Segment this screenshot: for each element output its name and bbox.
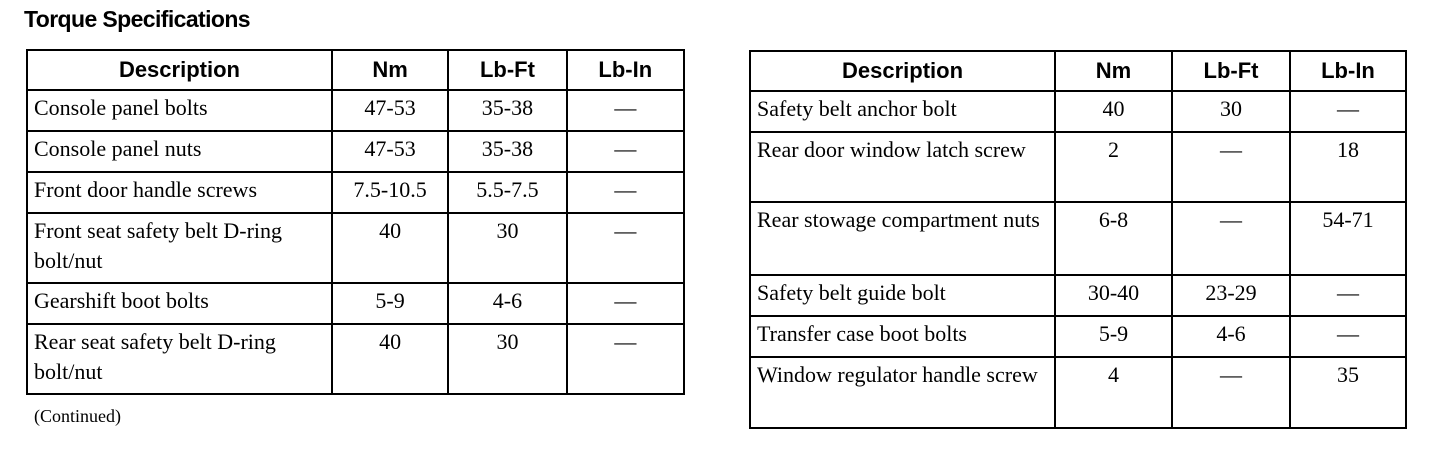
lb-ft-cell: 30	[448, 324, 566, 394]
lb-ft-cell: 4-6	[1172, 316, 1290, 357]
description-cell: Rear door window latch screw	[750, 132, 1055, 202]
column-header-description: Description	[750, 51, 1055, 91]
nm-cell: 6-8	[1055, 202, 1172, 275]
table-row	[27, 283, 684, 324]
table-row	[27, 213, 684, 283]
nm-cell: 5-9	[1055, 316, 1172, 357]
header-row	[750, 51, 1406, 91]
nm-cell: 30-40	[1055, 275, 1172, 316]
lb-in-cell: —	[1290, 275, 1406, 316]
description-cell: Rear seat safety belt D-ring bolt/nut	[27, 324, 332, 394]
lb-ft-cell: 4-6	[448, 283, 566, 324]
lb-ft-cell: —	[1172, 132, 1290, 202]
page-title: Torque Specifications	[24, 6, 250, 32]
table-row	[750, 202, 1406, 275]
torque-table-left	[26, 49, 685, 395]
description-cell: Console panel bolts	[27, 90, 332, 131]
description-cell: Window regulator handle screw	[750, 357, 1055, 428]
table-row	[750, 132, 1406, 202]
nm-cell: 40	[332, 213, 448, 283]
lb-in-cell: 35	[1290, 357, 1406, 428]
nm-cell: 7.5-10.5	[332, 172, 448, 213]
lb-ft-cell: 35-38	[448, 131, 566, 172]
lb-in-cell: —	[567, 172, 684, 213]
lb-ft-cell: —	[1172, 202, 1290, 275]
torque-table-right	[749, 50, 1407, 429]
table-row	[750, 91, 1406, 132]
nm-cell: 5-9	[332, 283, 448, 324]
column-header-nm: Nm	[1055, 51, 1172, 91]
lb-ft-cell: 5.5-7.5	[448, 172, 566, 213]
lb-ft-cell: 23-29	[1172, 275, 1290, 316]
lb-in-cell: —	[567, 213, 684, 283]
nm-cell: 2	[1055, 132, 1172, 202]
table-row	[27, 324, 684, 394]
table-row	[750, 357, 1406, 428]
column-header-description: Description	[27, 50, 332, 90]
lb-ft-cell: —	[1172, 357, 1290, 428]
column-header-nm: Nm	[332, 50, 448, 90]
description-cell: Safety belt guide bolt	[750, 275, 1055, 316]
lb-in-cell: —	[567, 283, 684, 324]
lb-in-cell: 54-71	[1290, 202, 1406, 275]
nm-cell: 47-53	[332, 131, 448, 172]
lb-in-cell: —	[1290, 91, 1406, 132]
table-row	[27, 90, 684, 131]
lb-in-cell: —	[567, 131, 684, 172]
table-row	[750, 316, 1406, 357]
column-header-lb-ft: Lb-Ft	[448, 50, 566, 90]
table-row	[27, 131, 684, 172]
table-row	[750, 275, 1406, 316]
column-header-lb-ft: Lb-Ft	[1172, 51, 1290, 91]
column-header-lb-in: Lb-In	[567, 50, 684, 90]
description-cell: Rear stowage compartment nuts	[750, 202, 1055, 275]
lb-in-cell: —	[1290, 316, 1406, 357]
lb-ft-cell: 30	[448, 213, 566, 283]
description-cell: Transfer case boot bolts	[750, 316, 1055, 357]
lb-in-cell: 18	[1290, 132, 1406, 202]
lb-ft-cell: 30	[1172, 91, 1290, 132]
description-cell: Safety belt anchor bolt	[750, 91, 1055, 132]
lb-in-cell: —	[567, 324, 684, 394]
description-cell: Console panel nuts	[27, 131, 332, 172]
continued-note: (Continued)	[34, 406, 121, 426]
description-cell: Front seat safety belt D-ring bolt/nut	[27, 213, 332, 283]
nm-cell: 40	[332, 324, 448, 394]
header-row	[27, 50, 684, 90]
lb-ft-cell: 35-38	[448, 90, 566, 131]
lb-in-cell: —	[567, 90, 684, 131]
nm-cell: 47-53	[332, 90, 448, 131]
nm-cell: 40	[1055, 91, 1172, 132]
description-cell: Front door handle screws	[27, 172, 332, 213]
nm-cell: 4	[1055, 357, 1172, 428]
description-cell: Gearshift boot bolts	[27, 283, 332, 324]
column-header-lb-in: Lb-In	[1290, 51, 1406, 91]
table-row	[27, 172, 684, 213]
